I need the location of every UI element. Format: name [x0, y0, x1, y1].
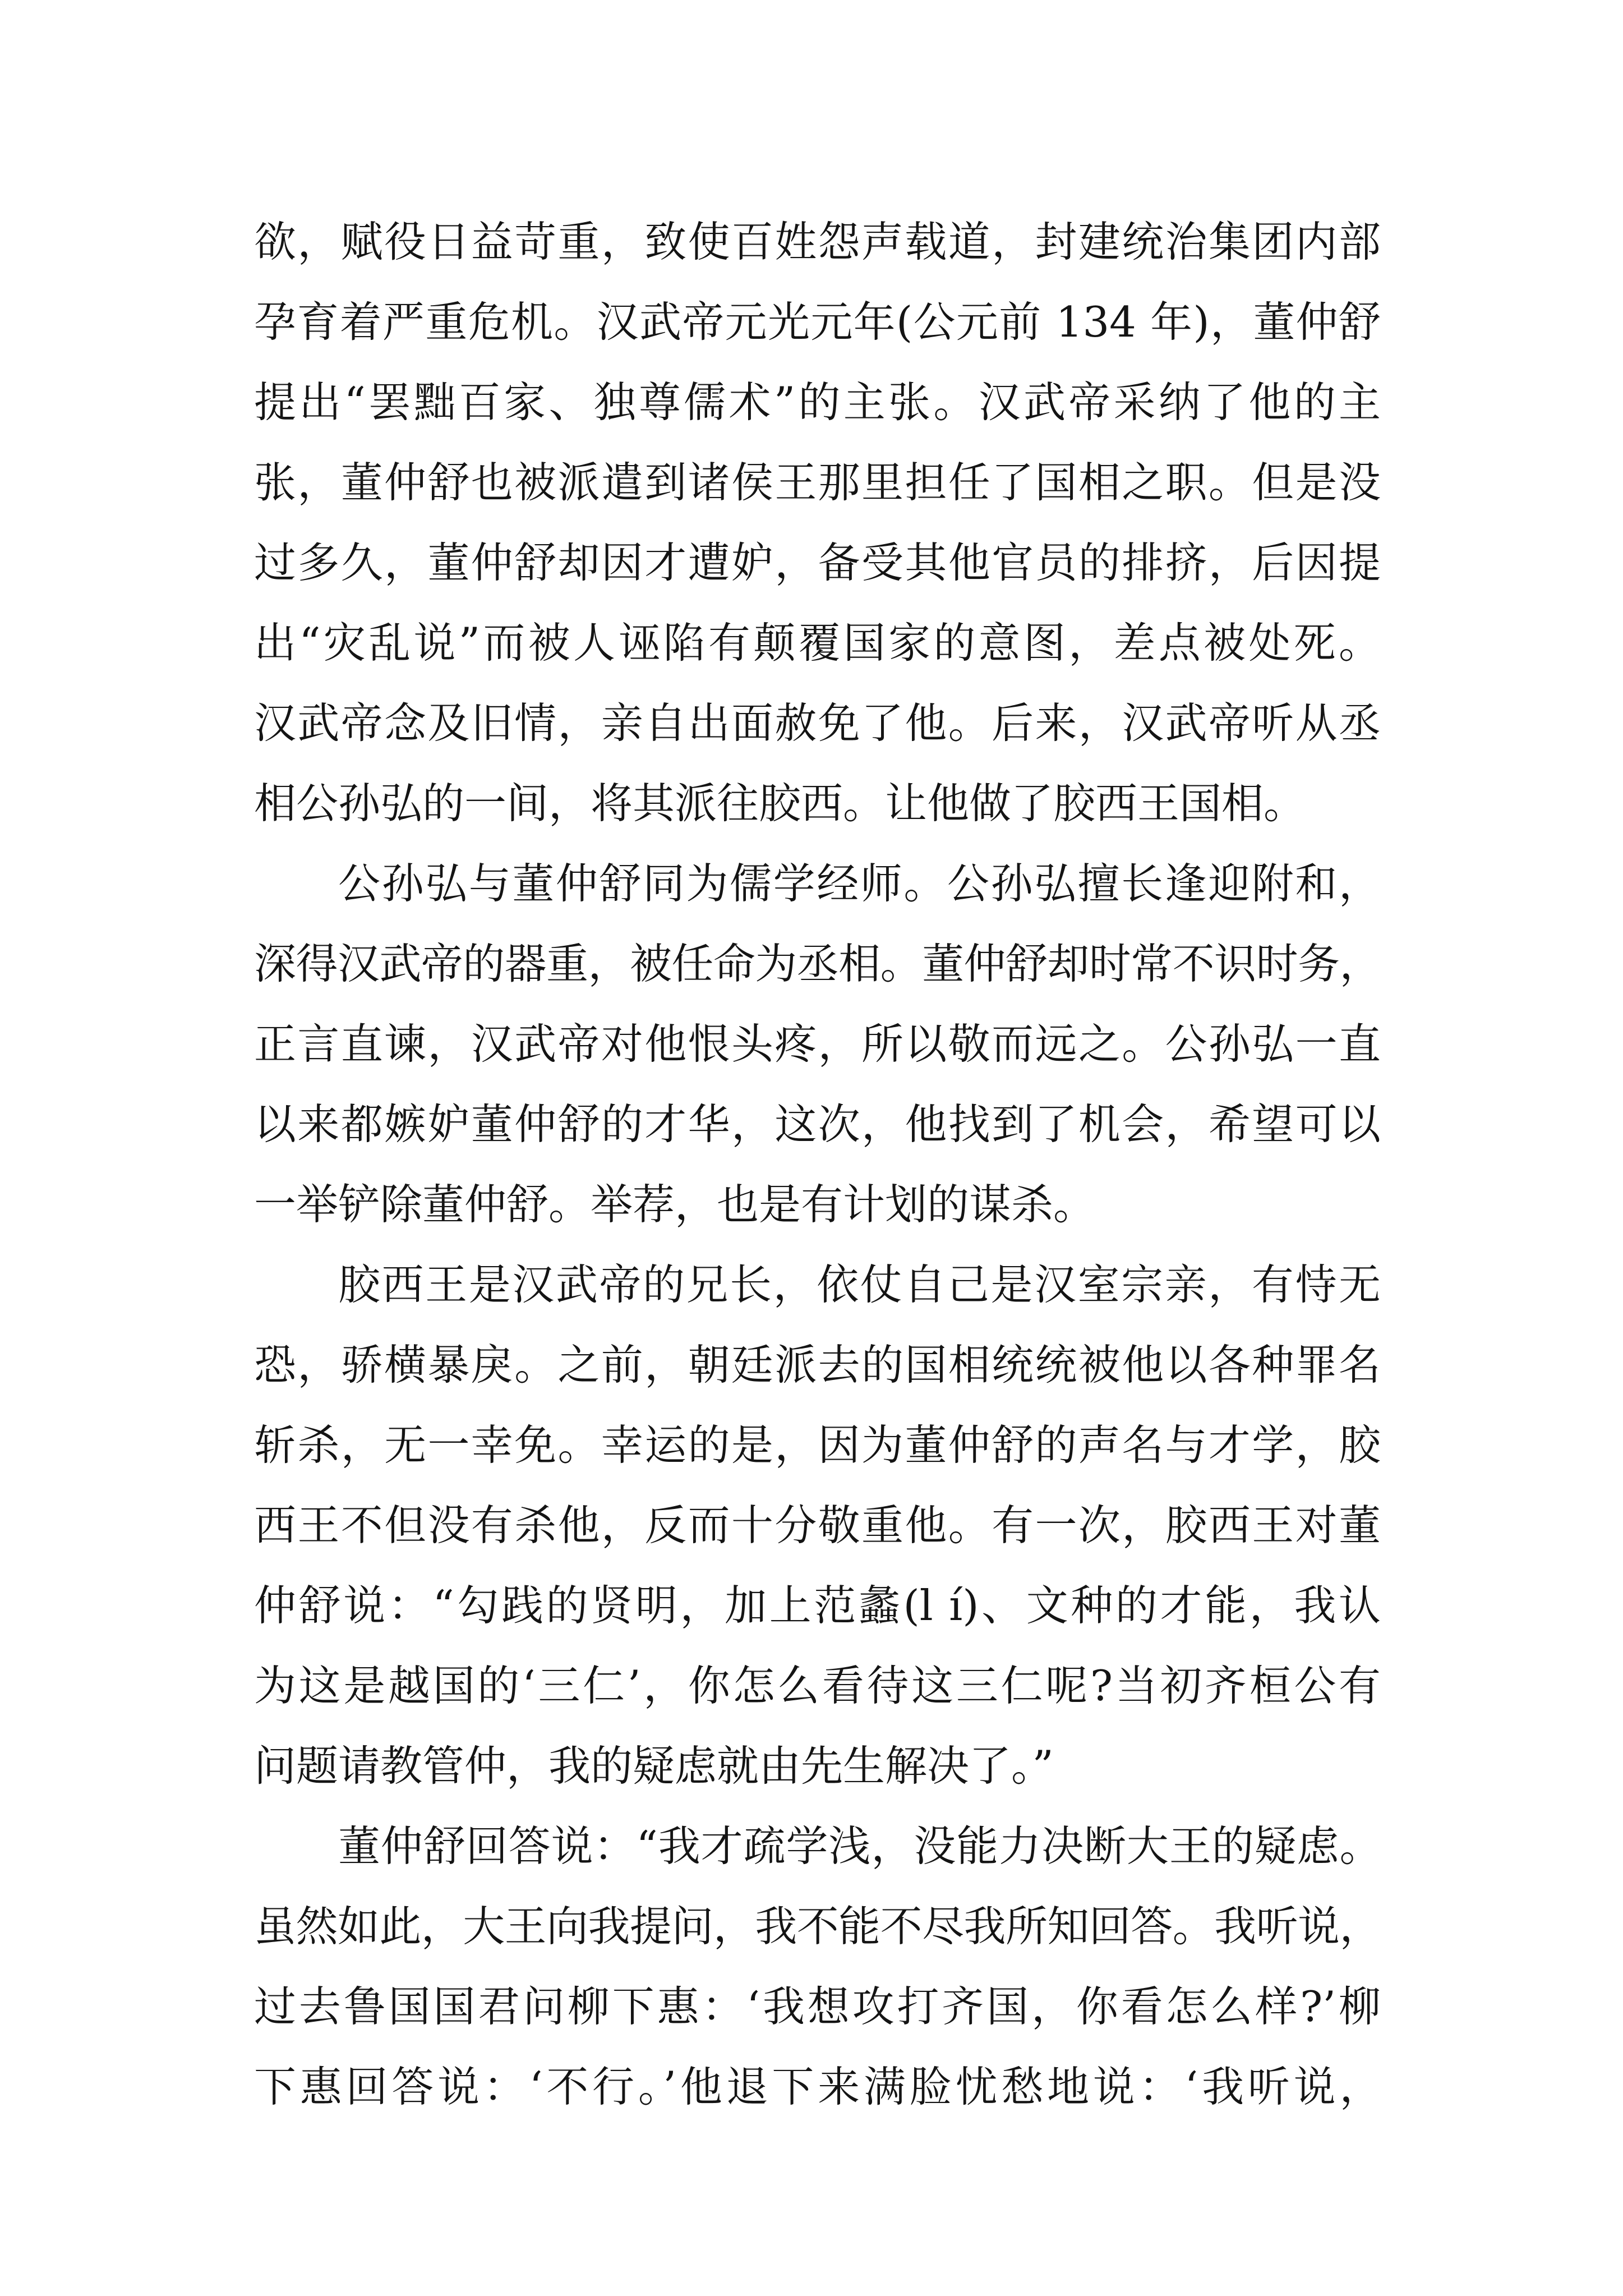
text-line: 西王不但没有杀他，反而十分敬重他。有一次，胶西王对董 — [254, 1501, 1381, 1550]
text-line: 汉武帝念及旧情，亲自出面赦免了他。后来，汉武帝听从丞 — [254, 698, 1381, 748]
paragraph — [254, 1806, 1381, 2127]
text-line: 斩杀，无一幸免。幸运的是，因为董仲舒的声名与才学，胶 — [254, 1420, 1381, 1470]
text-line: 相公孙弘的一间，将其派往胶西。让他做了胶西王国相。 — [254, 779, 1306, 828]
paragraph — [254, 202, 1381, 844]
paragraph — [254, 844, 1381, 1245]
text-line: 过去鲁国国君问柳下惠：‘我想攻打齐国，你看怎么样?’柳 — [254, 1982, 1381, 2031]
text-line: 胶西王是汉武帝的兄长，依仗自己是汉室宗亲，有恃无 — [338, 1260, 1381, 1309]
text-line: 张，董仲舒也被派遣到诸侯王那里担任了国相之职。但是没 — [254, 458, 1381, 507]
text-line: 下惠回答说：‘不行。’他退下来满脸忧愁地说：‘我听说， — [254, 2062, 1381, 2111]
paragraph — [254, 1245, 1381, 1806]
text-line: 一举铲除董仲舒。举荐，也是有计划的谋杀。 — [254, 1180, 1096, 1229]
text-line: 仲舒说：“勾践的贤明，加上范蠡(l í)、文种的才能，我认 — [254, 1581, 1381, 1630]
text-line: 深得汉武帝的器重，被任命为丞相。董仲舒却时常不识时务， — [254, 939, 1381, 988]
text-line: 问题请教管仲，我的疑虑就由先生解决了。” — [254, 1741, 1054, 1791]
text-line: 出“灾乱说”而被人诬陷有颠覆国家的意图，差点被处死。 — [254, 618, 1381, 668]
text-line: 孕育着严重危机。汉武帝元光元年(公元前 134 年)，董仲舒 — [254, 297, 1381, 347]
text-line: 提出“罢黜百家、独尊儒术”的主张。汉武帝采纳了他的主 — [254, 378, 1381, 427]
text-line: 恐，骄横暴戾。之前，朝廷派去的国相统统被他以各种罪名 — [254, 1340, 1381, 1389]
text-line: 虽然如此，大王向我提问，我不能不尽我所知回答。我听说， — [254, 1902, 1381, 1951]
text-line: 公孙弘与董仲舒同为儒学经师。公孙弘擅长逢迎附和， — [338, 859, 1381, 908]
text-line: 过多久，董仲舒却因才遭妒，备受其他官员的排挤，后因提 — [254, 538, 1381, 587]
text-line: 正言直谏，汉武帝对他恨头疼，所以敬而远之。公孙弘一直 — [254, 1019, 1381, 1069]
text-line: 以来都嫉妒董仲舒的才华，这次，他找到了机会，希望可以 — [254, 1099, 1381, 1149]
body-text — [254, 202, 1381, 2127]
text-line: 为这是越国的‘三仁’，你怎么看待这三仁呢?当初齐桓公有 — [254, 1661, 1381, 1710]
text-line: 欲，赋役日益苛重，致使百姓怨声载道，封建统治集团内部 — [254, 217, 1381, 266]
text-line: 董仲舒回答说：“我才疏学浅，没能力决断大王的疑虑。 — [338, 1821, 1381, 1871]
